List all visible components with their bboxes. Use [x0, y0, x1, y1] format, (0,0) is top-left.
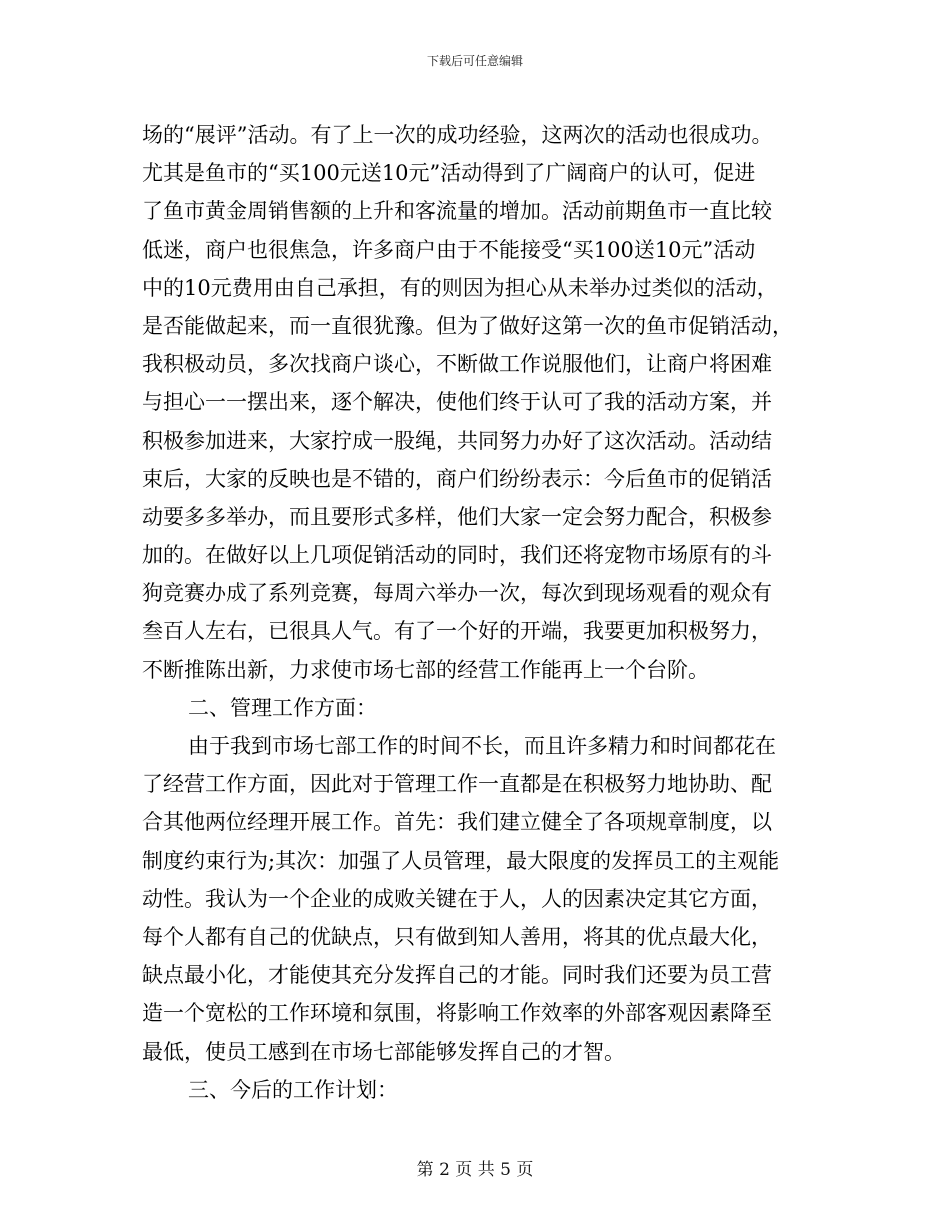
page-header: 下载后可任意编辑	[426, 54, 523, 68]
text-line: 是否能做起来，而一直很犹豫。但为了做好这第一次的鱼市促销活动，	[142, 313, 793, 338]
text-line: 尤其是鱼市的“买100元送10元”活动得到了广阔商户的认可，促进	[142, 161, 756, 186]
text-line: 最低，使员工感到在市场七部能够发挥自己的才智。	[142, 1039, 625, 1064]
text-line: 低迷，商户也很焦急，许多商户由于不能接受“买100送10元”活动	[142, 237, 756, 262]
text-line: 与担心一一摆出来，逐个解决，使他们终于认可了我的活动方案，并	[142, 390, 772, 415]
text-line: 叁百人左右，已很具人气。有了一个好的开端，我要更加积极努力，	[142, 619, 772, 644]
text-line: 我积极动员，多次找商户谈心，不断做工作说服他们，让商户将困难	[142, 352, 772, 377]
text-line: 狗竞赛办成了系列竞赛，每周六举办一次，每次到现场观看的观众有	[142, 581, 772, 606]
text-line: 束后，大家的反映也是不错的，商户们纷纷表示：今后鱼市的促销活	[142, 466, 772, 491]
text-line: 不断推陈出新，力求使市场七部的经营工作能再上一个台阶。	[142, 657, 709, 682]
text-line: 动性。我认为一个企业的成败关键在于人，人的因素决定其它方面，	[142, 886, 772, 911]
text-line: 了鱼市黄金周销售额的上升和客流量的增加。活动前期鱼市一直比较	[142, 199, 772, 224]
text-line: 每个人都有自己的优缺点，只有做到知人善用，将其的优点最大化，	[142, 924, 772, 949]
page-number: 第 2 页 共 5 页	[416, 1160, 534, 1180]
text-line: 造一个宽松的工作环境和氛围，将影响工作效率的外部客观因素降至	[142, 1001, 772, 1026]
text-line: 场的“展评”活动。有了上一次的成功经验，这两次的活动也很成功。	[142, 123, 773, 147]
text-line: 了经营工作方面，因此对于管理工作一直都是在积极努力地协助、配	[142, 772, 772, 797]
text-line: 由于我到市场七部工作的时间不长，而且许多精力和时间都花在	[188, 734, 776, 758]
text-line: 缺点最小化，才能使其充分发挥自己的才能。同时我们还要为员工营	[142, 963, 772, 988]
text-line: 加的。在做好以上几项促销活动的同时，我们还将宠物市场原有的斗	[142, 543, 772, 568]
section-heading: 二、管理工作方面：	[188, 695, 377, 720]
text-line: 中的10元费用由自己承担，有的则因为担心从未举办过类似的活动，	[142, 275, 778, 300]
document-body	[142, 116, 810, 1109]
section-heading: 三、今后的工作计划：	[188, 1077, 398, 1102]
text-line: 制度约束行为;其次：加强了人员管理，最大限度的发挥员工的主观能	[142, 848, 780, 873]
text-line: 合其他两位经理开展工作。首先：我们建立健全了各项规章制度，以	[142, 810, 772, 835]
text-line: 动要多多举办，而且要形式多样，他们大家一定会努力配合，积极参	[142, 504, 772, 529]
text-line: 积极参加进来，大家拧成一股绳，共同努力办好了这次活动。活动结	[142, 428, 772, 453]
